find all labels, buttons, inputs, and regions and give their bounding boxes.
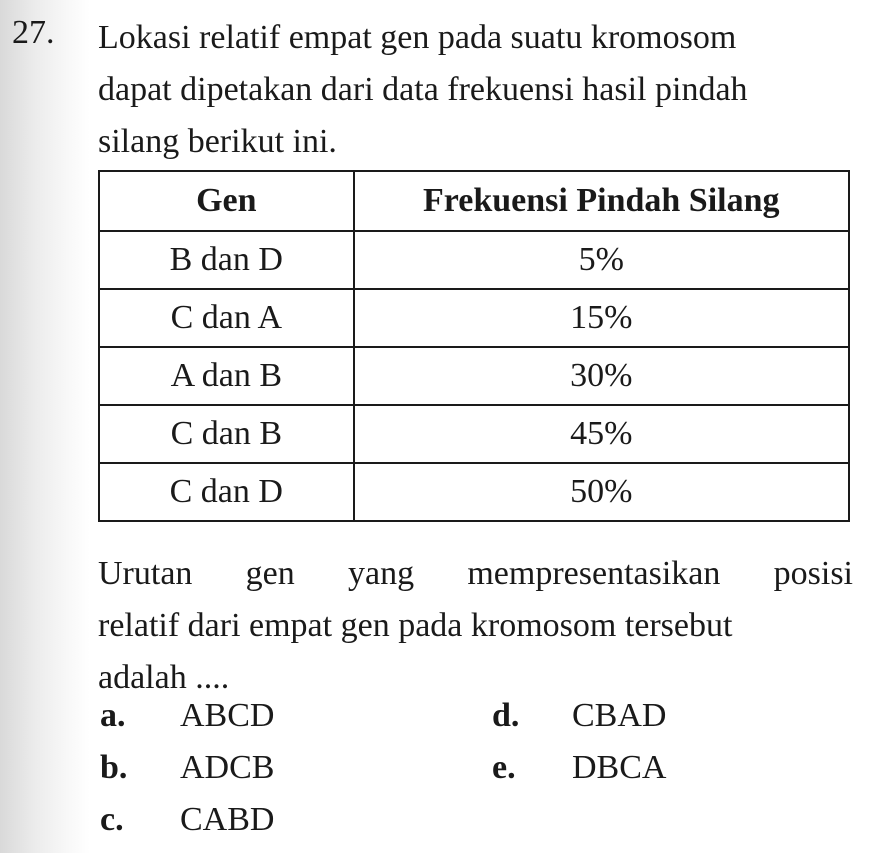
gen-pair-cell: B dan D: [99, 231, 354, 289]
table-row: [99, 289, 849, 347]
crossover-frequency-table: [98, 170, 850, 522]
frequency-cell: 15%: [354, 289, 849, 347]
prompt-line: relatif dari empat gen pada kromosom tersebut: [98, 607, 733, 644]
option-text: ADCB: [180, 749, 275, 786]
option-d[interactable]: [492, 694, 666, 738]
option-text: CBAD: [572, 697, 667, 734]
gen-pair-cell: C dan B: [99, 405, 354, 463]
option-a[interactable]: [100, 694, 274, 738]
option-b[interactable]: [100, 746, 274, 790]
column-header-gen: Gen: [99, 171, 354, 231]
frequency-cell: 50%: [354, 463, 849, 521]
page-margin-bleed: [0, 0, 90, 853]
table-row: [99, 231, 849, 289]
option-letter: b.: [100, 749, 128, 786]
prompt-line: adalah ....: [98, 659, 230, 696]
table-row: [99, 405, 849, 463]
stem-line: Lokasi relatif empat gen pada suatu kromosom: [98, 19, 737, 56]
option-letter: c.: [100, 801, 124, 838]
frequency-cell: 30%: [354, 347, 849, 405]
option-e[interactable]: [492, 746, 666, 790]
gen-pair-cell: A dan B: [99, 347, 354, 405]
stem-line: silang berikut ini.: [98, 123, 337, 160]
column-header-frequency: Frekuensi Pindah Silang: [354, 171, 849, 231]
table-row: [99, 347, 849, 405]
frequency-cell: 5%: [354, 231, 849, 289]
option-letter: a.: [100, 697, 126, 734]
table-header-row: [99, 171, 849, 231]
option-letter: e.: [492, 749, 516, 786]
gen-pair-cell: C dan D: [99, 463, 354, 521]
question-prompt: [98, 548, 853, 704]
table-row: [99, 463, 849, 521]
option-c[interactable]: [100, 798, 274, 842]
stem-line: dapat dipetakan dari data frekuensi hasil pindah: [98, 71, 748, 108]
option-text: CABD: [180, 801, 275, 838]
gen-pair-cell: C dan A: [99, 289, 354, 347]
option-text: DBCA: [572, 749, 667, 786]
frequency-cell: 45%: [354, 405, 849, 463]
question-stem: [98, 12, 858, 168]
option-text: ABCD: [180, 697, 275, 734]
question-number: 27.: [12, 14, 55, 51]
option-letter: d.: [492, 697, 520, 734]
prompt-line: Urutan gen yang mempresentasikan posisi: [98, 555, 853, 592]
